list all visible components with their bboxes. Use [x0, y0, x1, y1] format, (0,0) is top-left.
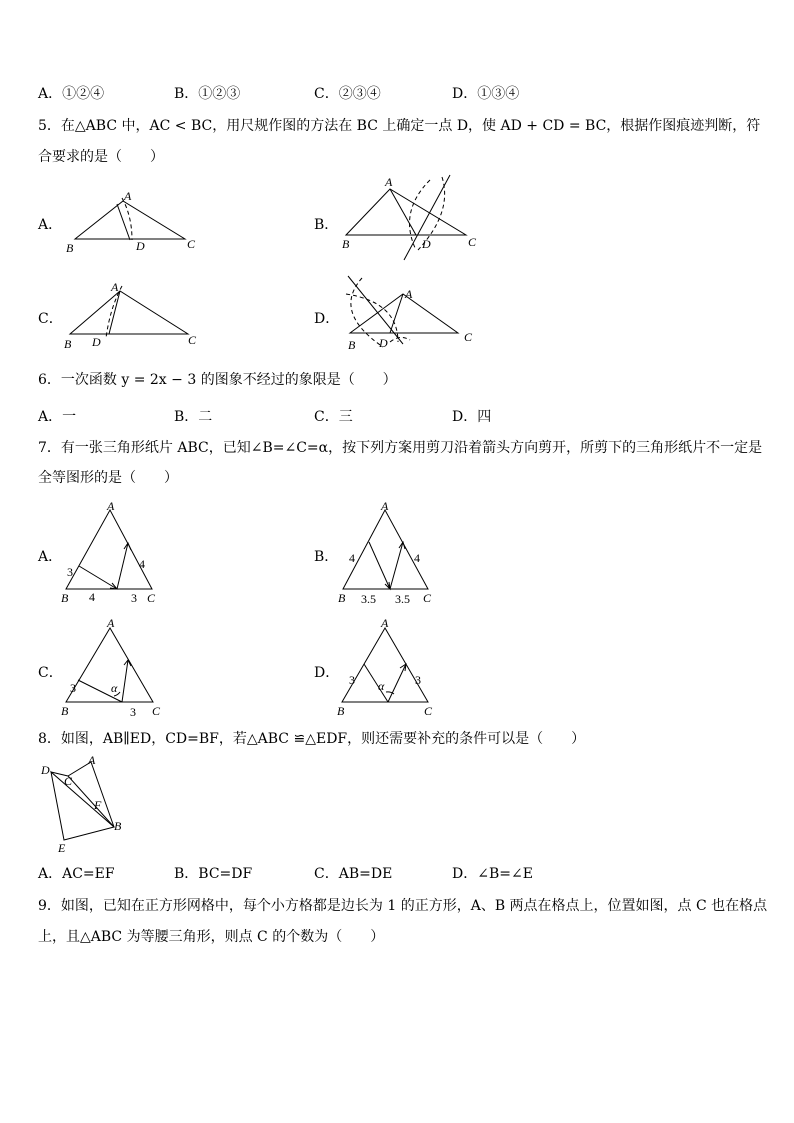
- q6-stem: 6．一次函数 y = 2x − 3 的图象不经过的象限是（ ）: [38, 372, 397, 388]
- q4-option-a: A．①②④: [38, 86, 105, 102]
- svg-text:B: B: [114, 819, 122, 833]
- svg-text:A: A: [124, 189, 132, 203]
- q4-option-d: D．①③④: [452, 86, 520, 102]
- svg-text:A: A: [107, 616, 115, 630]
- q8-stem: 8．如图，AB∥ED，CD=BF，若△ABC ≌△EDF，则还需要补充的条件可以是（ ）: [38, 731, 586, 747]
- q7-figure-d: [334, 614, 444, 722]
- svg-text:A: A: [381, 499, 389, 513]
- svg-text:B: B: [337, 704, 345, 718]
- svg-text:B: B: [61, 704, 69, 718]
- svg-text:4: 4: [89, 590, 95, 604]
- svg-text:α: α: [111, 681, 118, 695]
- q7-option-b-label: B．: [314, 549, 339, 565]
- svg-text:C: C: [423, 591, 432, 605]
- svg-text:C: C: [468, 235, 477, 249]
- q5-figure-b: [338, 172, 488, 262]
- svg-text:A: A: [111, 280, 119, 294]
- svg-text:C: C: [152, 704, 161, 718]
- q7-figure-c: [58, 614, 168, 722]
- q6-option-d: D．四: [452, 409, 492, 425]
- q7-option-d-label: D．: [314, 665, 340, 681]
- q5-figure-a: [60, 188, 210, 258]
- svg-text:B: B: [348, 338, 356, 352]
- q9-stem-line2: 上，且△ABC 为等腰三角形，则点 C 的个数为（ ）: [38, 929, 385, 945]
- q6-option-c: C．三: [314, 409, 353, 425]
- svg-text:A: A: [88, 753, 96, 767]
- svg-text:4: 4: [349, 551, 355, 565]
- q8-option-a: A．AC=EF: [38, 866, 115, 882]
- svg-text:3: 3: [67, 565, 73, 579]
- svg-text:α: α: [378, 679, 385, 693]
- svg-text:D: D: [379, 336, 388, 350]
- svg-text:B: B: [61, 591, 69, 605]
- svg-text:4: 4: [139, 557, 145, 571]
- svg-text:A: A: [385, 175, 393, 189]
- q5-figure-d: [338, 272, 488, 357]
- svg-text:3: 3: [349, 673, 355, 687]
- q5-option-b-label: B．: [314, 217, 339, 233]
- svg-text:B: B: [64, 337, 72, 348]
- svg-text:D: D: [136, 239, 145, 253]
- svg-text:A: A: [381, 616, 389, 630]
- q8-option-d: D．∠B=∠E: [452, 866, 533, 882]
- svg-text:C: C: [188, 333, 197, 347]
- svg-text:C: C: [464, 330, 473, 344]
- q8-option-b: B．BC=DF: [174, 866, 253, 882]
- q4-option-c: C．②③④: [314, 86, 381, 102]
- svg-text:C: C: [187, 237, 196, 251]
- q5-stem-line1: 5．在△ABC 中，AC < BC，用尺规作图的方法在 BC 上确定一点 D，使 AD + CD = BC，根据作图痕迹判断，符: [38, 118, 761, 134]
- svg-text:3.5: 3.5: [395, 592, 410, 606]
- svg-text:C: C: [64, 774, 73, 788]
- q7-option-a-label: A．: [38, 549, 63, 565]
- q8-figure: [36, 750, 136, 860]
- svg-text:4: 4: [414, 551, 420, 565]
- svg-text:F: F: [94, 798, 102, 812]
- svg-text:3: 3: [415, 673, 421, 687]
- q6-option-a: A．一: [38, 409, 77, 425]
- q7-stem-line2: 全等图形的是（ ）: [38, 470, 178, 486]
- svg-text:B: B: [338, 591, 346, 605]
- q7-figure-b: [334, 496, 444, 608]
- svg-text:D: D: [92, 335, 101, 348]
- q4-option-b: B．①②③: [174, 86, 241, 102]
- svg-text:A: A: [107, 499, 115, 513]
- q8-option-c: C．AB=DE: [314, 866, 393, 882]
- q9-stem-line1: 9．如图，已知在正方形网格中，每个小方格都是边长为 1 的正方形，A、B 两点在格点上，位置如图，点 C 也在格点: [38, 898, 768, 914]
- svg-text:3: 3: [130, 705, 136, 719]
- q5-option-c-label: C．: [38, 311, 63, 327]
- q7-option-c-label: C．: [38, 665, 63, 681]
- svg-text:C: C: [424, 704, 433, 718]
- svg-text:3.5: 3.5: [361, 592, 376, 606]
- q5-figure-c: [60, 278, 210, 348]
- svg-text:D: D: [41, 763, 50, 777]
- svg-text:B: B: [342, 237, 350, 251]
- q7-figure-a: [58, 496, 168, 608]
- svg-text:3: 3: [131, 591, 137, 605]
- svg-text:B: B: [66, 241, 74, 255]
- q5-option-d-label: D．: [314, 311, 340, 327]
- q5-option-a-label: A．: [38, 217, 63, 233]
- svg-text:3: 3: [70, 681, 76, 695]
- svg-text:E: E: [58, 841, 66, 855]
- svg-text:D: D: [422, 237, 431, 251]
- q5-stem-line2: 合要求的是（ ）: [38, 149, 164, 165]
- q7-stem-line1: 7．有一张三角形纸片 ABC，已知∠B=∠C=α，按下列方案用剪刀沿着箭头方向剪开，所剪下的三角形纸片不一定是: [38, 440, 763, 456]
- q6-option-b: B．二: [174, 409, 213, 425]
- svg-text:C: C: [147, 591, 156, 605]
- svg-text:A: A: [405, 287, 413, 301]
